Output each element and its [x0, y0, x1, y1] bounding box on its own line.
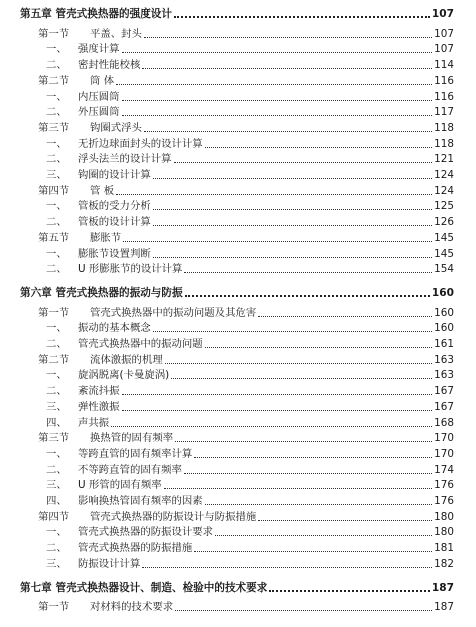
toc-item-entry — [46, 104, 454, 119]
toc-page-number: 160 — [431, 286, 454, 299]
toc-page-number: 116 — [434, 74, 454, 87]
toc-number: 三、 — [46, 479, 67, 492]
toc-item-entry — [46, 524, 454, 539]
toc-page-number: 118 — [434, 121, 454, 134]
toc-number: 第二节 — [38, 353, 70, 366]
toc-title: 对材料的技术要求 — [90, 601, 174, 614]
toc-section-entry — [38, 509, 454, 524]
toc-title: 管壳式换热器的防振设计与防振措施 — [90, 510, 257, 523]
toc-chapter-entry — [20, 6, 454, 21]
toc-number: 第四节 — [38, 510, 70, 523]
toc-chapter-entry — [20, 580, 454, 595]
dot-leader — [142, 67, 432, 69]
dot-leader — [153, 177, 432, 179]
dot-leader — [185, 294, 430, 297]
toc-page-number: 118 — [434, 137, 454, 150]
toc-number: 二、 — [46, 59, 67, 72]
toc-page-number: 107 — [434, 27, 454, 40]
toc-title: 密封性能校核 — [78, 59, 141, 72]
toc-page-number: 145 — [434, 247, 454, 260]
dot-leader — [205, 346, 432, 348]
dot-leader — [153, 208, 432, 210]
toc-title: 无折边球面封头的设计计算 — [78, 137, 203, 150]
toc-number: 一、 — [46, 43, 67, 56]
toc-page-number: 176 — [434, 495, 454, 507]
dot-leader — [116, 193, 432, 195]
toc-item-entry — [46, 214, 454, 229]
toc-page-number: 181 — [434, 542, 454, 555]
dot-leader — [171, 377, 432, 379]
toc-title: 不等跨直管的固有频率 — [78, 463, 182, 476]
toc-page-number: 125 — [434, 200, 454, 213]
toc-title: 管壳式换热器中的振动问题及其危害 — [90, 306, 257, 319]
toc-page-number: 126 — [434, 216, 454, 229]
dot-leader — [111, 425, 432, 427]
toc-section-entry — [38, 352, 454, 367]
toc-number: 第三节 — [38, 121, 70, 134]
toc-title: 等跨直管的固有频率计算 — [78, 447, 193, 460]
toc-title: 声共振 — [78, 416, 110, 429]
toc-title: 流体激振的机理 — [90, 353, 163, 366]
toc-number: 一、 — [46, 247, 67, 260]
toc-section-entry — [38, 73, 454, 88]
toc-title: 钩圈的设计计算 — [78, 169, 151, 181]
toc-page-number: 107 — [434, 43, 454, 56]
toc-page-number: 180 — [434, 510, 454, 523]
dot-leader — [194, 550, 432, 552]
toc-number: 一、 — [46, 137, 67, 150]
toc-section-entry — [38, 305, 454, 320]
toc-title: 筒 体 — [90, 74, 115, 87]
toc-number: 二、 — [46, 106, 67, 119]
toc-number: 一、 — [46, 200, 67, 213]
toc-page-number: 114 — [434, 59, 454, 72]
toc-item-entry — [46, 198, 454, 213]
toc-item-entry — [46, 477, 454, 492]
dot-leader — [122, 51, 433, 53]
toc-item-entry — [46, 383, 454, 398]
toc-chapter-entry — [20, 285, 454, 300]
toc-page-number: 174 — [434, 463, 454, 476]
toc-item-entry — [46, 415, 454, 430]
dot-leader — [174, 15, 430, 18]
toc-item-entry — [46, 540, 454, 555]
dot-leader — [122, 393, 433, 395]
toc-number: 二、 — [46, 542, 67, 555]
dot-leader — [122, 114, 433, 116]
toc-number: 二、 — [46, 153, 67, 166]
toc-item-entry — [46, 399, 454, 414]
toc-page-number: 170 — [434, 432, 454, 445]
toc-number: 三、 — [46, 400, 67, 413]
toc-item-entry — [46, 336, 454, 351]
toc-page-number: 116 — [434, 90, 454, 103]
toc-section-entry — [38, 430, 454, 445]
toc-title: 膨胀节 — [90, 231, 122, 244]
dot-leader — [153, 330, 432, 332]
toc-page-number: 180 — [434, 526, 454, 539]
toc-title: 强度计算 — [78, 43, 120, 56]
dot-leader — [175, 440, 432, 442]
toc-title: 管壳式换热器中的振动问题 — [78, 338, 203, 350]
dot-leader — [269, 589, 430, 592]
toc-number: 第一节 — [38, 27, 70, 40]
toc-title: 弹性激振 — [78, 400, 120, 413]
toc-title: 第七章 管壳式换热器设计、制造、检验中的技术要求 — [20, 581, 268, 594]
toc-page-number: 124 — [434, 169, 454, 181]
dot-leader — [144, 36, 432, 38]
toc-title: 膨胀节设置判断 — [78, 247, 151, 260]
toc-page-number: 187 — [434, 601, 454, 614]
toc-number: 一、 — [46, 369, 67, 382]
dot-leader — [122, 409, 433, 411]
dot-leader — [142, 566, 432, 568]
toc-page-number: 182 — [434, 557, 454, 570]
toc-title: 平盖、封头 — [90, 27, 142, 40]
toc-page-number: 107 — [431, 8, 454, 20]
toc-section-entry — [38, 26, 454, 41]
toc-item-entry — [46, 367, 454, 382]
toc-title: 管壳式换热器的防振措施 — [78, 542, 193, 555]
toc-title: 内压圆筒 — [78, 90, 120, 103]
toc-title: 管板的设计计算 — [78, 216, 151, 229]
dot-leader — [116, 83, 432, 85]
toc-page-number: 161 — [434, 338, 454, 350]
toc-item-entry — [46, 246, 454, 261]
toc-item-entry — [46, 462, 454, 477]
toc-page-number: 170 — [434, 447, 454, 460]
toc-page-number: 145 — [434, 231, 454, 244]
dot-leader — [175, 609, 432, 611]
toc-number: 一、 — [46, 90, 67, 103]
toc-item-entry — [46, 167, 454, 182]
toc-page-number: 124 — [434, 184, 454, 197]
toc-title: 第五章 管壳式换热器的强度设计 — [20, 8, 172, 20]
toc-item-entry — [46, 493, 454, 508]
dot-leader — [164, 487, 433, 489]
toc-page-number: 176 — [434, 479, 454, 492]
toc-number: 三、 — [46, 169, 67, 181]
toc-page-number: 121 — [434, 153, 454, 166]
toc-title: 旋涡脱离(卡曼旋涡) — [78, 369, 170, 382]
toc-title: 第六章 管壳式换热器的振动与防振 — [20, 286, 183, 299]
toc-page-number: 117 — [434, 106, 454, 119]
toc-number: 第一节 — [38, 601, 70, 614]
toc-title: 外压圆筒 — [78, 106, 120, 119]
toc-item-entry — [46, 41, 454, 56]
toc-number: 四、 — [46, 416, 67, 429]
toc-page-number: 160 — [434, 306, 454, 319]
toc-number: 第二节 — [38, 74, 70, 87]
dot-leader — [258, 315, 432, 317]
toc-title: 影响换热管固有频率的因素 — [78, 495, 203, 507]
toc-number: 二、 — [46, 338, 67, 350]
dot-leader — [194, 456, 432, 458]
dot-leader — [144, 130, 432, 132]
toc-page-number: 163 — [434, 353, 454, 366]
toc-section-entry — [38, 120, 454, 135]
toc-title: U 形膨胀节的设计计算 — [78, 263, 183, 276]
toc-number: 一、 — [46, 322, 67, 335]
toc-page-number: 187 — [431, 581, 454, 594]
toc-title: 管板的受力分析 — [78, 200, 151, 213]
toc-title: 浮头法兰的设计计算 — [78, 153, 172, 166]
toc-item-entry — [46, 261, 454, 276]
toc-title: 防振设计计算 — [78, 557, 141, 570]
toc-item-entry — [46, 446, 454, 461]
toc-number: 第五节 — [38, 231, 70, 244]
dot-leader — [153, 256, 432, 258]
toc-number: 一、 — [46, 526, 67, 539]
toc-item-entry — [46, 89, 454, 104]
toc-page-number: 168 — [434, 416, 454, 429]
toc-item-entry — [46, 320, 454, 335]
toc-page-number: 160 — [434, 322, 454, 335]
toc-section-entry — [38, 183, 454, 198]
toc-title: 管 板 — [90, 184, 115, 197]
toc-title: 管壳式换热器的防振设计要求 — [78, 526, 214, 539]
toc-title: U 形管的固有频率 — [78, 479, 162, 492]
dot-leader — [184, 271, 432, 273]
toc-number: 三、 — [46, 557, 67, 570]
dot-leader — [153, 224, 432, 226]
toc-item-entry — [46, 151, 454, 166]
toc-number: 第一节 — [38, 306, 70, 319]
toc-page-number: 154 — [434, 263, 454, 276]
toc-number: 四、 — [46, 495, 67, 507]
dot-leader — [205, 503, 432, 505]
toc-title: 换热管的固有频率 — [90, 432, 174, 445]
dot-leader — [215, 534, 432, 536]
toc-section-entry — [38, 599, 454, 614]
dot-leader — [184, 472, 432, 474]
toc-number: 第四节 — [38, 184, 70, 197]
toc-item-entry — [46, 57, 454, 72]
dot-leader — [165, 362, 432, 364]
toc-page-number: 167 — [434, 400, 454, 413]
toc-number: 二、 — [46, 263, 67, 276]
dot-leader — [205, 146, 432, 148]
toc-title: 紊流抖振 — [78, 385, 120, 398]
toc-item-entry — [46, 556, 454, 571]
toc-page-number: 167 — [434, 385, 454, 398]
dot-leader — [258, 519, 432, 521]
toc-title: 振动的基本概念 — [78, 322, 151, 335]
toc-number: 第三节 — [38, 432, 70, 445]
dot-leader — [174, 161, 433, 163]
toc-number: 一、 — [46, 447, 67, 460]
toc-section-entry — [38, 230, 454, 245]
dot-leader — [122, 99, 433, 101]
toc-number: 二、 — [46, 463, 67, 476]
toc-title: 钩圈式浮头 — [90, 121, 142, 134]
toc-number: 二、 — [46, 385, 67, 398]
toc-page-number: 163 — [434, 369, 454, 382]
dot-leader — [123, 240, 432, 242]
toc-number: 二、 — [46, 216, 67, 229]
toc-item-entry — [46, 136, 454, 151]
